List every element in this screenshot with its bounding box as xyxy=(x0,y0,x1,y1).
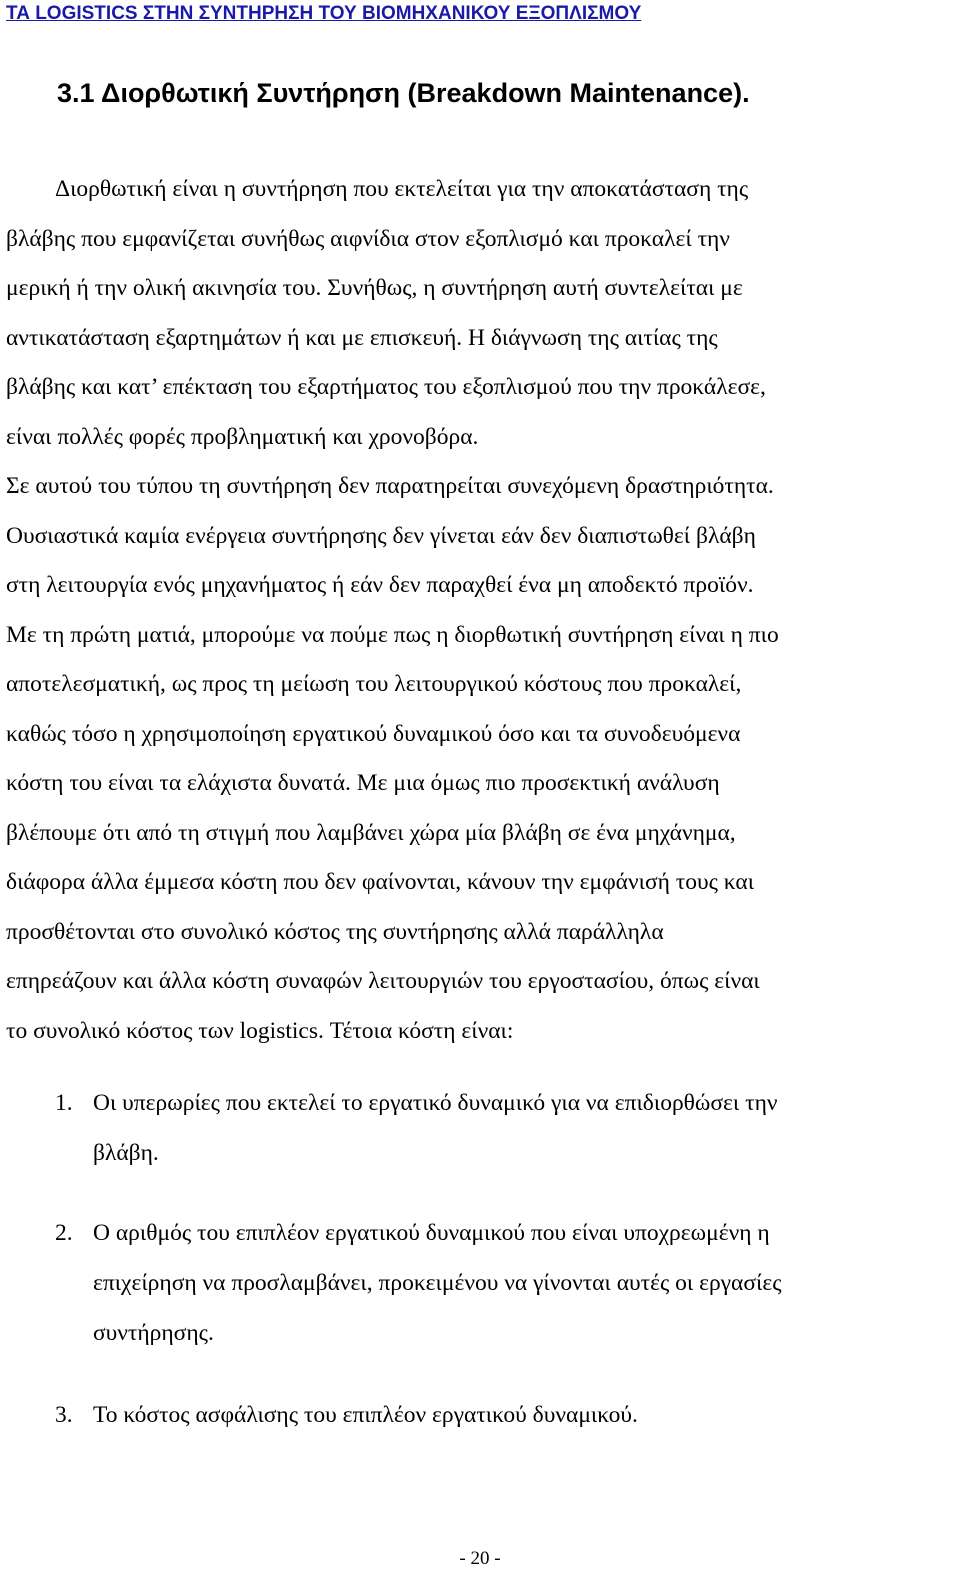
body-line: προσθέτονται στο συνολικό κόστος της συντήρησης αλλά παράλληλα xyxy=(6,918,664,945)
body-line: Σε αυτού του τύπου τη συντήρηση δεν παρατηρείται συνεχόμενη δραστηριότητα. xyxy=(6,473,774,499)
body-line: διάφορα άλλα έμμεσα κόστη που δεν φαίνονται, κάνουν την εμφάνισή τους και xyxy=(6,869,755,895)
body-paragraph xyxy=(6,165,956,1056)
list-item-line: συντήρησης. xyxy=(93,1320,214,1346)
list-item-text xyxy=(93,1078,943,1178)
body-line: αποτελεσματική, ως προς τη μείωση του λειτουργικού κόστους που προκαλεί, xyxy=(6,671,742,697)
list-item-line: Ο αριθμός του επιπλέον εργατικού δυναμικού που είναι υποχρεωμένη η xyxy=(93,1220,770,1246)
body-line: βλέπουμε ότι από τη στιγμή που λαμβάνει χώρα μία βλάβη σε ένα μηχάνημα, xyxy=(6,819,736,846)
section-heading: 3.1 Διορθωτική Συντήρηση (Breakdown Maintenance). xyxy=(57,78,750,108)
body-line: Διορθωτική είναι η συντήρηση που εκτελείται για την αποκατάσταση της xyxy=(55,176,749,202)
body-line: Ουσιαστικά καμία ενέργεια συντήρησης δεν γίνεται εάν δεν διαπιστωθεί βλάβη xyxy=(6,522,756,549)
list-item-text xyxy=(93,1208,943,1358)
body-line: το συνολικό κόστος των logistics. Τέτοια κόστη είναι: xyxy=(6,1017,514,1044)
list-item-number: 2. xyxy=(55,1220,73,1246)
list-item-line: Οι υπερωρίες που εκτελεί το εργατικό δυναμικό για να επιδιορθώσει την xyxy=(93,1090,778,1116)
body-line: Με τη πρώτη ματιά, μπορούμε να πούμε πως η διορθωτική συντήρηση είναι η πιο xyxy=(6,621,779,648)
body-line: βλάβης που εμφανίζεται συνήθως αιφνίδια στον εξοπλισμό και προκαλεί την xyxy=(6,225,730,252)
list-item-line: Το κόστος ασφάλισης του επιπλέον εργατικού δυναμικού. xyxy=(93,1402,638,1428)
body-line: αντικατάσταση εξαρτημάτων ή και με επισκευή. Η διάγνωση της αιτίας της xyxy=(6,324,718,351)
body-line: μερική ή την ολική ακινησία του. Συνήθως, η συντήρηση αυτή συντελείται με xyxy=(6,275,743,301)
running-header-link[interactable]: ΤΑ LOGISTICS ΣΤΗΝ ΣΥΝΤΗΡΗΣΗ ΤΟΥ ΒΙΟΜΗΧΑΝΙΚΟΥ ΕΞΟΠΛΙΣΜΟΥ xyxy=(6,3,642,24)
list-item-number: 3. xyxy=(55,1402,73,1428)
page-number: - 20 - xyxy=(459,1548,501,1569)
body-line: είναι πολλές φορές προβληματική και χρονοβόρα. xyxy=(6,423,479,450)
list-item-number: 1. xyxy=(55,1090,73,1116)
body-line: στη λειτουργία ενός μηχανήματος ή εάν δεν παραχθεί ένα μη αποδεκτό προϊόν. xyxy=(6,572,754,598)
body-line: καθώς τόσο η χρησιμοποίηση εργατικού δυναμικού όσο και τα συνοδευόμενα xyxy=(6,720,741,747)
body-line: βλάβης και κατ’ επέκταση του εξαρτήματος του εξοπλισμού που την προκάλεσε, xyxy=(6,374,766,400)
body-line: επηρεάζουν και άλλα κόστη συναφών λειτουργιών του εργοστασίου, όπως είναι xyxy=(6,968,760,994)
list-item-line: επιχείρηση να προσλαμβάνει, προκειμένου να γίνονται αυτές οι εργασίες xyxy=(93,1270,782,1296)
list-item-line: βλάβη. xyxy=(93,1140,159,1166)
body-line: κόστη του είναι τα ελάχιστα δυνατά. Με μια όμως πιο προσεκτική ανάλυση xyxy=(6,770,720,796)
list-item-text xyxy=(93,1390,943,1440)
